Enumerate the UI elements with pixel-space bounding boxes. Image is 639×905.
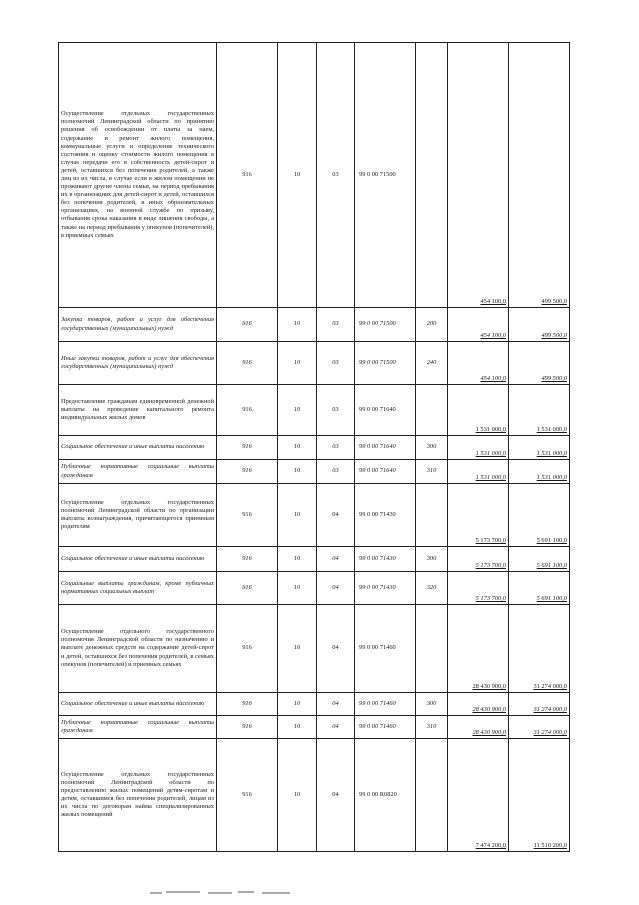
amount-year1-cell: 1 531 000,0 [448,436,509,460]
subsection-cell: 04 [317,547,355,572]
expense-type-cell: 300 [416,693,448,716]
row-description: Осуществление отдельных государственных полномочий Ленинградской области по организации выплаты вознаграждения, причитающегося приемным родителям [59,484,217,547]
expense-type-cell: 320 [416,572,448,605]
expense-type-cell: 240 [416,342,448,385]
section-cell: 10 [278,460,317,484]
amount-year2-cell: 31 274 000,0 [509,605,570,693]
subsection-cell: 04 [317,605,355,693]
amount-year2-cell: 499 500,0 [509,308,570,342]
amount-year2-cell: 5 691 100,0 [509,572,570,605]
target-article-cell: 99 0 00 71430 [355,572,416,605]
grbs-cell: 916 [217,342,278,385]
grbs-cell: 916 [217,484,278,547]
table-body [59,43,570,852]
table-row [59,716,570,739]
row-description: Предоставление гражданам единовременной денежной выплаты на проведение капитального ремонта индивидуальных жилых домов [59,385,217,436]
table-row [59,572,570,605]
table-row [59,436,570,460]
amount-year1-cell: 1 531 000,0 [448,385,509,436]
table-row [59,605,570,693]
row-description: Публичные нормативные социальные выплаты гражданам [59,460,217,484]
table-row [59,342,570,385]
amount-year2-cell: 499 500,0 [509,43,570,308]
amount-year1-cell: 7 474 200,0 [448,739,509,852]
table-row [59,547,570,572]
amount-year1-cell: 5 173 700,0 [448,572,509,605]
subsection-cell: 04 [317,572,355,605]
amount-year1-cell: 454 100,0 [448,43,509,308]
section-cell: 10 [278,484,317,547]
table-row [59,43,570,308]
section-cell: 10 [278,716,317,739]
target-article-cell: 99 0 00 71500 [355,308,416,342]
expense-type-cell: 310 [416,460,448,484]
subsection-cell: 04 [317,716,355,739]
grbs-cell: 916 [217,385,278,436]
target-article-cell: 99 0 00 71640 [355,460,416,484]
expense-type-cell [416,484,448,547]
section-cell: 10 [278,572,317,605]
table-row [59,308,570,342]
grbs-cell: 916 [217,308,278,342]
row-description: Социальные выплаты гражданам, кроме публичных нормативных социальных выплат [59,572,217,605]
row-description: Закупка товаров, работ и услуг для обеспечения государственных (муниципальных) нужд [59,308,217,342]
target-article-cell: 99 0 00 71500 [355,342,416,385]
amount-year1-cell: 5 173 700,0 [448,484,509,547]
amount-year2-cell: 1 531 000,0 [509,385,570,436]
subsection-cell: 03 [317,43,355,308]
subsection-cell: 03 [317,308,355,342]
amount-year2-cell: 31 274 000,0 [509,693,570,716]
amount-year2-cell: 1 531 000,0 [509,436,570,460]
table-row [59,739,570,852]
row-description: Публичные нормативные социальные выплаты гражданам [59,716,217,739]
amount-year2-cell: 5 691 100,0 [509,547,570,572]
grbs-cell: 916 [217,605,278,693]
expense-type-cell [416,43,448,308]
section-cell: 10 [278,342,317,385]
target-article-cell: 99 0 00 71640 [355,385,416,436]
section-cell: 10 [278,43,317,308]
budget-table [58,42,570,852]
target-article-cell: 99 0 00 71430 [355,547,416,572]
grbs-cell: 916 [217,547,278,572]
subsection-cell: 03 [317,342,355,385]
target-article-cell: 99 0 00 71460 [355,693,416,716]
amount-year2-cell: 31 274 000,0 [509,716,570,739]
section-cell: 10 [278,385,317,436]
expense-type-cell: 300 [416,436,448,460]
grbs-cell: 916 [217,739,278,852]
grbs-cell: 916 [217,436,278,460]
subsection-cell: 03 [317,436,355,460]
amount-year1-cell: 454 100,0 [448,342,509,385]
section-cell: 10 [278,693,317,716]
section-cell: 10 [278,308,317,342]
grbs-cell: 916 [217,43,278,308]
section-cell: 10 [278,605,317,693]
subsection-cell: 03 [317,460,355,484]
amount-year1-cell: 28 430 900,0 [448,605,509,693]
subsection-cell: 04 [317,693,355,716]
table-row [59,385,570,436]
grbs-cell: 916 [217,572,278,605]
table-row [59,460,570,484]
grbs-cell: 916 [217,716,278,739]
amount-year2-cell: 5 691 100,0 [509,484,570,547]
row-description: Осуществление отдельных государственных полномочий Ленинградской области по принятию решения об освобождении от платы за наем, содержание и ремонт жилого помещения, коммунальные услуги и определение технического состояния и оценку стоимости жилого помещения в случае передачи его в собственность детей-сирот и детей, оставшихся без попечения родителей, а также лиц из их числа, в случае если в жилом помещении не проживают другие члены семьи, на период пребывания их в организациях для детей-сирот и детей, оставшихся без попечения родителей, в иных образовательных организациях, на военной службе по призыву, отбывания срока наказания в виде лишения свободы, а также на период пребывания у опекунов (попечителей), в приемных семьях [59,43,217,308]
target-article-cell: 99 0 00 R0820 [355,739,416,852]
expense-type-cell: 300 [416,547,448,572]
row-description: Социальное обеспечение и иные выплаты населению [59,547,217,572]
amount-year1-cell: 5 173 700,0 [448,547,509,572]
target-article-cell: 99 0 00 71460 [355,716,416,739]
expense-type-cell [416,385,448,436]
row-description: Осуществление отдельного государственного полномочия Ленинградской области по назначению и выплате денежных средств на содержание детей-сирот и детей, оставшихся без попечения родителей, в семьях опекунов (попечителей) и приемных семьях [59,605,217,693]
expense-type-cell [416,605,448,693]
subsection-cell: 04 [317,739,355,852]
amount-year2-cell: 499 500,0 [509,342,570,385]
target-article-cell: 99 0 00 71640 [355,436,416,460]
section-cell: 10 [278,547,317,572]
target-article-cell: 99 0 00 71460 [355,605,416,693]
row-description: Социальное обеспечение и иные выплаты населению [59,693,217,716]
subsection-cell: 04 [317,484,355,547]
amount-year2-cell: 1 531 000,0 [509,460,570,484]
expense-type-cell: 310 [416,716,448,739]
amount-year1-cell: 1 531 000,0 [448,460,509,484]
grbs-cell: 916 [217,460,278,484]
row-description: Социальное обеспечение и иные выплаты населению [59,436,217,460]
table-row [59,484,570,547]
row-description: Иные закупки товаров, работ и услуг для обеспечения государственных (муниципальных) нужд [59,342,217,385]
section-cell: 10 [278,739,317,852]
row-description: Осуществление отдельных государственных полномочий Ленинградской области по предоставлению жилых помещений детям-сиротам и детям, оставшимся без попечения родителей, лицам из их числа по договорам найма специализированных жилых помещений [59,739,217,852]
table-row [59,693,570,716]
amount-year1-cell: 28 430 900,0 [448,716,509,739]
expense-type-cell [416,739,448,852]
subsection-cell: 03 [317,385,355,436]
amount-year2-cell: 11 510 200,0 [509,739,570,852]
target-article-cell: 99 0 00 71500 [355,43,416,308]
handwritten-marks [0,888,639,898]
grbs-cell: 916 [217,693,278,716]
amount-year1-cell: 28 430 900,0 [448,693,509,716]
expense-type-cell: 200 [416,308,448,342]
amount-year1-cell: 454 100,0 [448,308,509,342]
section-cell: 10 [278,436,317,460]
target-article-cell: 99 0 00 71430 [355,484,416,547]
